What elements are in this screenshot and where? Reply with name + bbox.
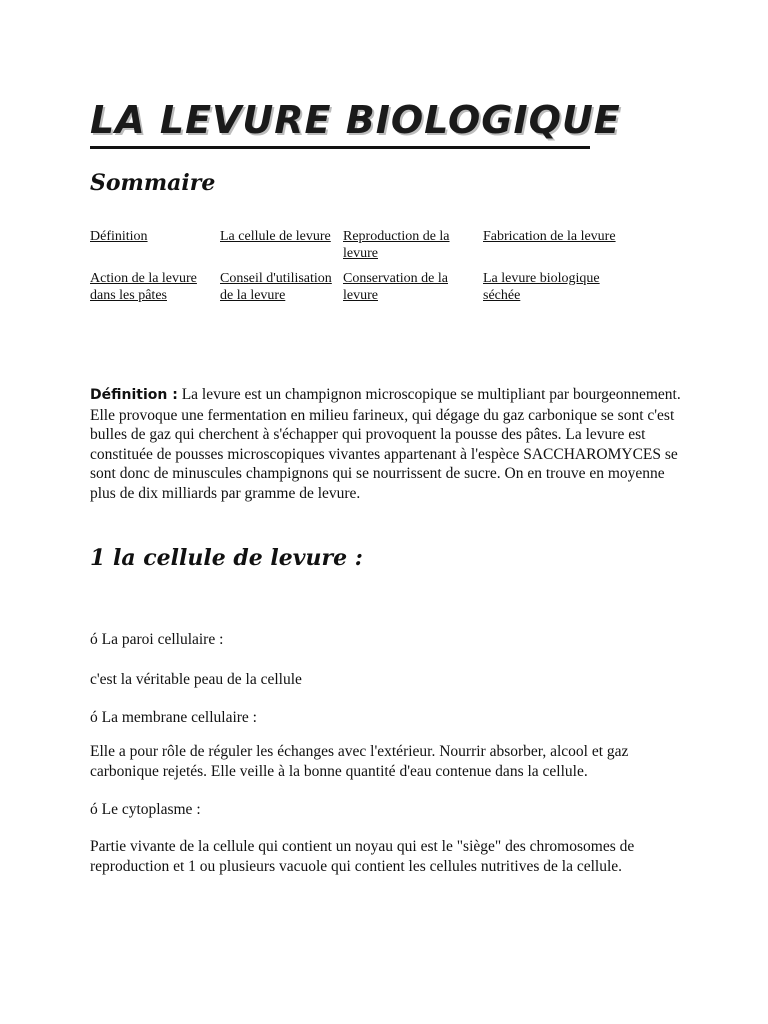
definition-text: La levure est un champignon microscopique se multipliant par bourgeonnement. Elle provoque une fermentation en milieu farineux, qui dégage du gaz carbonique se sont c'est bulles de gaz qui cherchent à s'échapper qui provoquent la pousse des pâtes. La levure est constituée de pousses microscopiques vivantes appartenant à l'espèce SACCHAROMYCES se sont donc de minuscules champignons qui se nourrissent de sucre. On en trouve en moyenne plus de dix milliards par gramme de levure. bbox=[90, 386, 681, 502]
sommaire-heading: Sommaire bbox=[90, 170, 216, 196]
membrane-heading: ó La membrane cellulaire : bbox=[90, 709, 257, 726]
definition-label: Définition : bbox=[90, 387, 178, 403]
title-underline bbox=[90, 146, 590, 149]
cytoplasme-heading: ó Le cytoplasme : bbox=[90, 801, 201, 818]
toc-link-reproduction[interactable]: Reproduction de la levure bbox=[343, 229, 450, 261]
paroi-heading: ó La paroi cellulaire : bbox=[90, 631, 224, 648]
definition-paragraph bbox=[90, 385, 690, 503]
toc-link-levure-sechee[interactable]: La levure biologique séchée bbox=[483, 271, 600, 303]
membrane-text: Elle a pour rôle de réguler les échanges avec l'extérieur. Nourrir absorber, alcool et gaz carbonique rejetés. Elle veille à la bonne quantité d'eau contenue dans la cellule. bbox=[90, 743, 629, 780]
toc-link-action[interactable]: Action de la levure dans les pâtes bbox=[90, 271, 197, 303]
toc-row bbox=[90, 270, 650, 324]
paroi-text: c'est la véritable peau de la cellule bbox=[90, 671, 302, 688]
toc-link-definition[interactable]: Définition bbox=[90, 229, 148, 244]
toc-link-cellule[interactable]: La cellule de levure bbox=[220, 229, 331, 244]
toc-row bbox=[90, 228, 650, 270]
toc-link-conservation[interactable]: Conservation de la levure bbox=[343, 271, 448, 303]
toc-link-fabrication[interactable]: Fabrication de la levure bbox=[483, 229, 616, 244]
cytoplasme-text: Partie vivante de la cellule qui contient un noyau qui est le "siège" des chromosomes de reproduction et 1 ou plusieurs vacuole qui contient les cellules nutritives de la cellule. bbox=[90, 838, 635, 875]
page-title: LA LEVURE BIOLOGIQUE bbox=[90, 98, 621, 142]
table-of-contents bbox=[90, 228, 650, 324]
toc-link-conseil[interactable]: Conseil d'utilisation de la levure bbox=[220, 271, 332, 303]
section-heading-cellule: 1 la cellule de levure : bbox=[90, 545, 363, 571]
